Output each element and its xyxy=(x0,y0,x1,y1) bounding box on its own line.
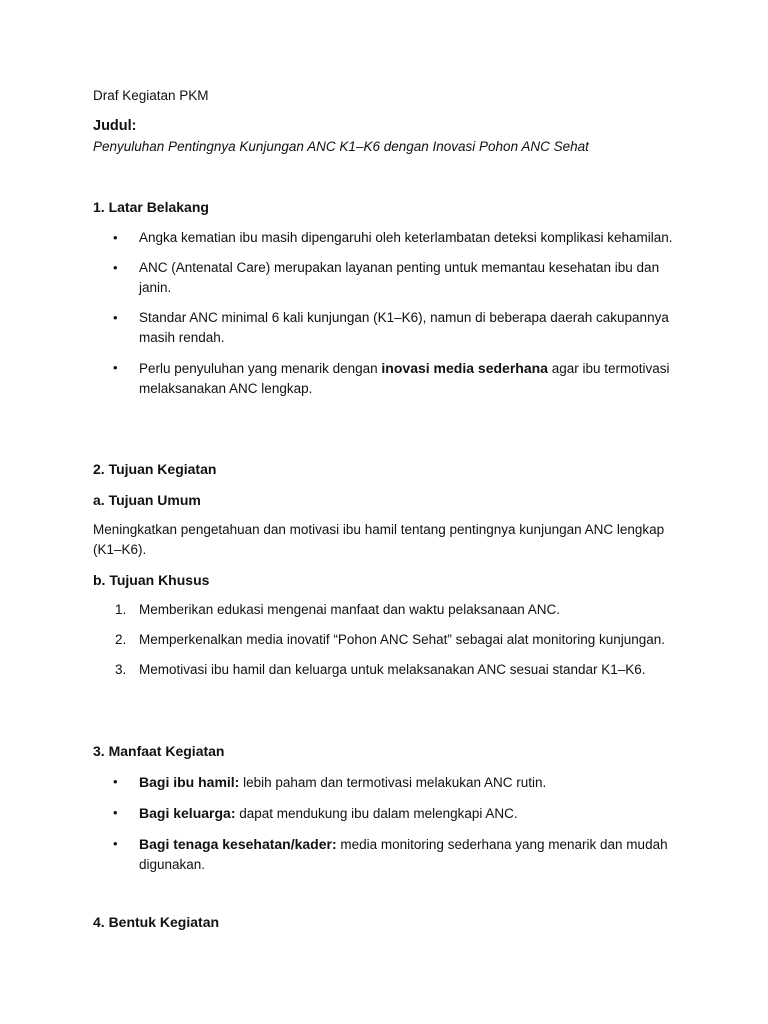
list-item xyxy=(93,600,693,620)
section-heading-latar-belakang: 1. Latar Belakang xyxy=(93,199,209,215)
list-number: 3. xyxy=(115,662,127,677)
list-item-text: Memberikan edukasi mengenai manfaat dan waktu pelaksanaan ANC. xyxy=(139,602,560,617)
list-item-text: ANC (Antenatal Care) merupakan layanan penting untuk memantau kesehatan ibu dan janin. xyxy=(139,260,660,295)
section-heading-manfaat-kegiatan: 3. Manfaat Kegiatan xyxy=(93,743,225,759)
subheading-tujuan-khusus: b. Tujuan Khusus xyxy=(93,572,210,588)
list-item-label: Bagi tenaga kesehatan/kader: xyxy=(139,836,337,852)
list-item-text: Standar ANC minimal 6 kali kunjungan (K1–K6), namun di beberapa daerah cakupannya masih rendah. xyxy=(139,310,669,345)
tujuan-khusus-list xyxy=(93,600,693,690)
bullet-icon xyxy=(113,803,133,823)
latar-belakang-list xyxy=(93,228,693,409)
bullet-icon xyxy=(113,228,133,248)
list-item xyxy=(93,660,693,680)
list-item-text-pre: Perlu penyuluhan yang menarik dengan xyxy=(139,361,382,376)
list-item-emphasis: inovasi media sederhana xyxy=(381,360,548,376)
document-subtitle: Penyuluhan Pentingnya Kunjungan ANC K1–K6 dengan Inovasi Pohon ANC Sehat xyxy=(93,139,589,154)
list-item xyxy=(93,630,693,650)
bullet-icon xyxy=(113,772,133,792)
list-item-text: Memotivasi ibu hamil dan keluarga untuk melaksanakan ANC sesuai standar K1–K6. xyxy=(139,662,646,677)
list-item-text: media monitoring sederhana yang menarik dan mudah digunakan. xyxy=(139,837,668,872)
manfaat-list xyxy=(93,772,693,885)
section-heading-bentuk-kegiatan: 4. Bentuk Kegiatan xyxy=(93,914,220,930)
list-item xyxy=(93,834,693,875)
bullet-icon xyxy=(113,258,133,278)
list-number: 1. xyxy=(115,602,127,617)
list-item-label: Bagi keluarga: xyxy=(139,805,236,821)
list-item-text: lebih paham dan termotivasi melakukan ANC rutin. xyxy=(239,775,547,790)
list-item xyxy=(93,308,693,348)
list-item xyxy=(93,258,693,298)
list-number: 2. xyxy=(115,632,127,647)
subheading-tujuan-umum: a. Tujuan Umum xyxy=(93,492,201,508)
section-heading-tujuan-kegiatan: 2. Tujuan Kegiatan xyxy=(93,461,217,477)
document-title: Draf Kegiatan PKM xyxy=(93,88,209,103)
bullet-icon xyxy=(113,358,133,378)
list-item-label: Bagi ibu hamil: xyxy=(139,774,240,790)
list-item xyxy=(93,803,693,824)
list-item xyxy=(93,772,693,793)
judul-label: Judul: xyxy=(93,118,137,134)
bullet-icon xyxy=(113,308,133,328)
bullet-icon xyxy=(113,834,133,854)
list-item-text: Angka kematian ibu masih dipengaruhi oleh keterlambatan deteksi komplikasi kehamilan. xyxy=(139,230,673,245)
list-item-text-post: agar ibu termotivasi melaksanakan ANC lengkap. xyxy=(139,361,670,396)
list-item xyxy=(93,358,693,399)
list-item-text: dapat mendukung ibu dalam melengkapi ANC. xyxy=(235,806,518,821)
list-item xyxy=(93,228,693,248)
tujuan-umum-paragraph: Meningkatkan pengetahuan dan motivasi ibu hamil tentang pentingnya kunjungan ANC lengkap (K1–K6). xyxy=(93,522,665,557)
list-item-text: Memperkenalkan media inovatif “Pohon ANC Sehat” sebagai alat monitoring kunjungan. xyxy=(139,632,666,647)
